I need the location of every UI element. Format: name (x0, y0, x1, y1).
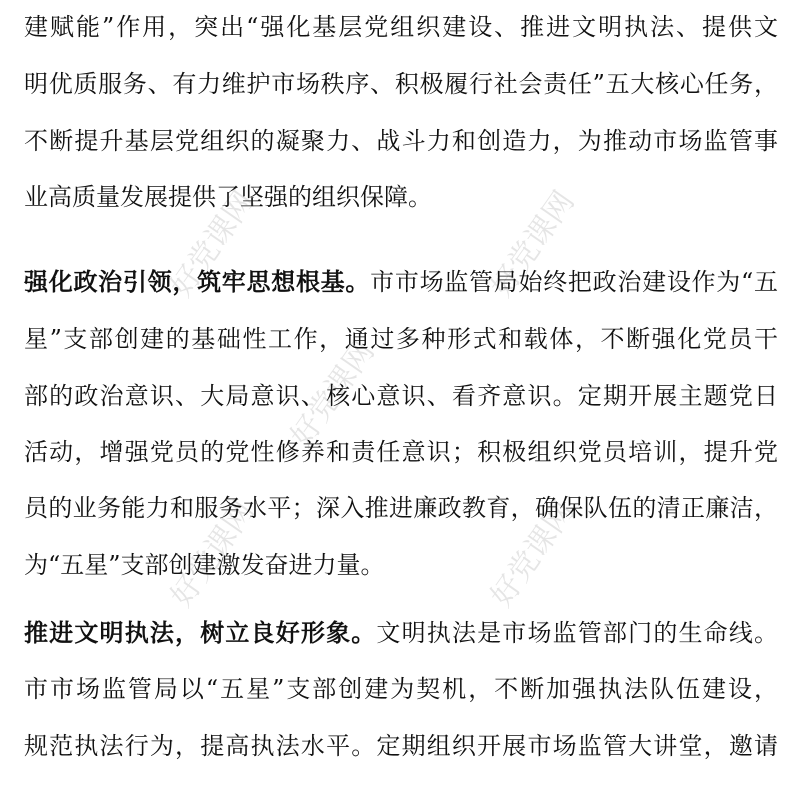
text-line (24, 66, 778, 102)
text-line (24, 321, 778, 357)
text-line (24, 9, 778, 45)
line-text: 业高质量发展提供了坚强的组织保障。 (24, 183, 432, 211)
paragraph-heading: 强化政治引领，筑牢思想根基。 (24, 267, 371, 296)
line-text: 建赋能”作用，突出“强化基层党组织建设、推进文明执法、提供文 (24, 13, 778, 41)
line-text: 规范执法行为，提高执法水平。定期组织开展市场监管大讲堂，邀请 (24, 732, 778, 760)
line-text: 文明执法是市场监管部门的生命线。 (376, 619, 779, 647)
watermark: 好党课网 (284, 334, 382, 454)
line-text: 活动，增强党员的党性修养和责任意识；积极组织党员培训，提升党 (24, 438, 778, 466)
watermark: 好党课网 (164, 184, 262, 304)
watermark: 好党课网 (164, 494, 262, 614)
text-line (24, 615, 778, 651)
text-line (24, 671, 778, 707)
line-text: 市市场监管局始终把政治建设作为“五 (370, 268, 778, 296)
text-line (24, 490, 778, 526)
text-line (24, 378, 778, 414)
line-text: 部的政治意识、大局意识、核心意识、看齐意识。定期开展主题党日 (24, 382, 778, 410)
line-text: 为“五星”支部创建激发奋进力量。 (24, 551, 385, 579)
watermark: 好党课网 (484, 494, 582, 614)
line-text: 员的业务能力和服务水平；深入推进廉政教育，确保队伍的清正廉洁， (24, 494, 778, 522)
text-line (24, 728, 778, 764)
watermark: 好党课网 (484, 184, 582, 304)
text-line (24, 434, 778, 470)
text-line (24, 179, 778, 215)
text-line (24, 264, 778, 300)
text-line (24, 547, 778, 583)
line-text: 不断提升基层党组织的凝聚力、战斗力和创造力，为推动市场监管事 (24, 127, 778, 155)
line-text: 星”支部创建的基础性工作，通过多种形式和载体，不断强化党员干 (24, 325, 778, 353)
line-text: 市市场监管局以“五星”支部创建为契机，不断加强执法队伍建设， (24, 675, 778, 703)
paragraph-heading: 推进文明执法，树立良好形象。 (24, 618, 377, 647)
line-text: 明优质服务、有力维护市场秩序、积极履行社会责任”五大核心任务， (24, 70, 778, 98)
text-line (24, 123, 778, 159)
